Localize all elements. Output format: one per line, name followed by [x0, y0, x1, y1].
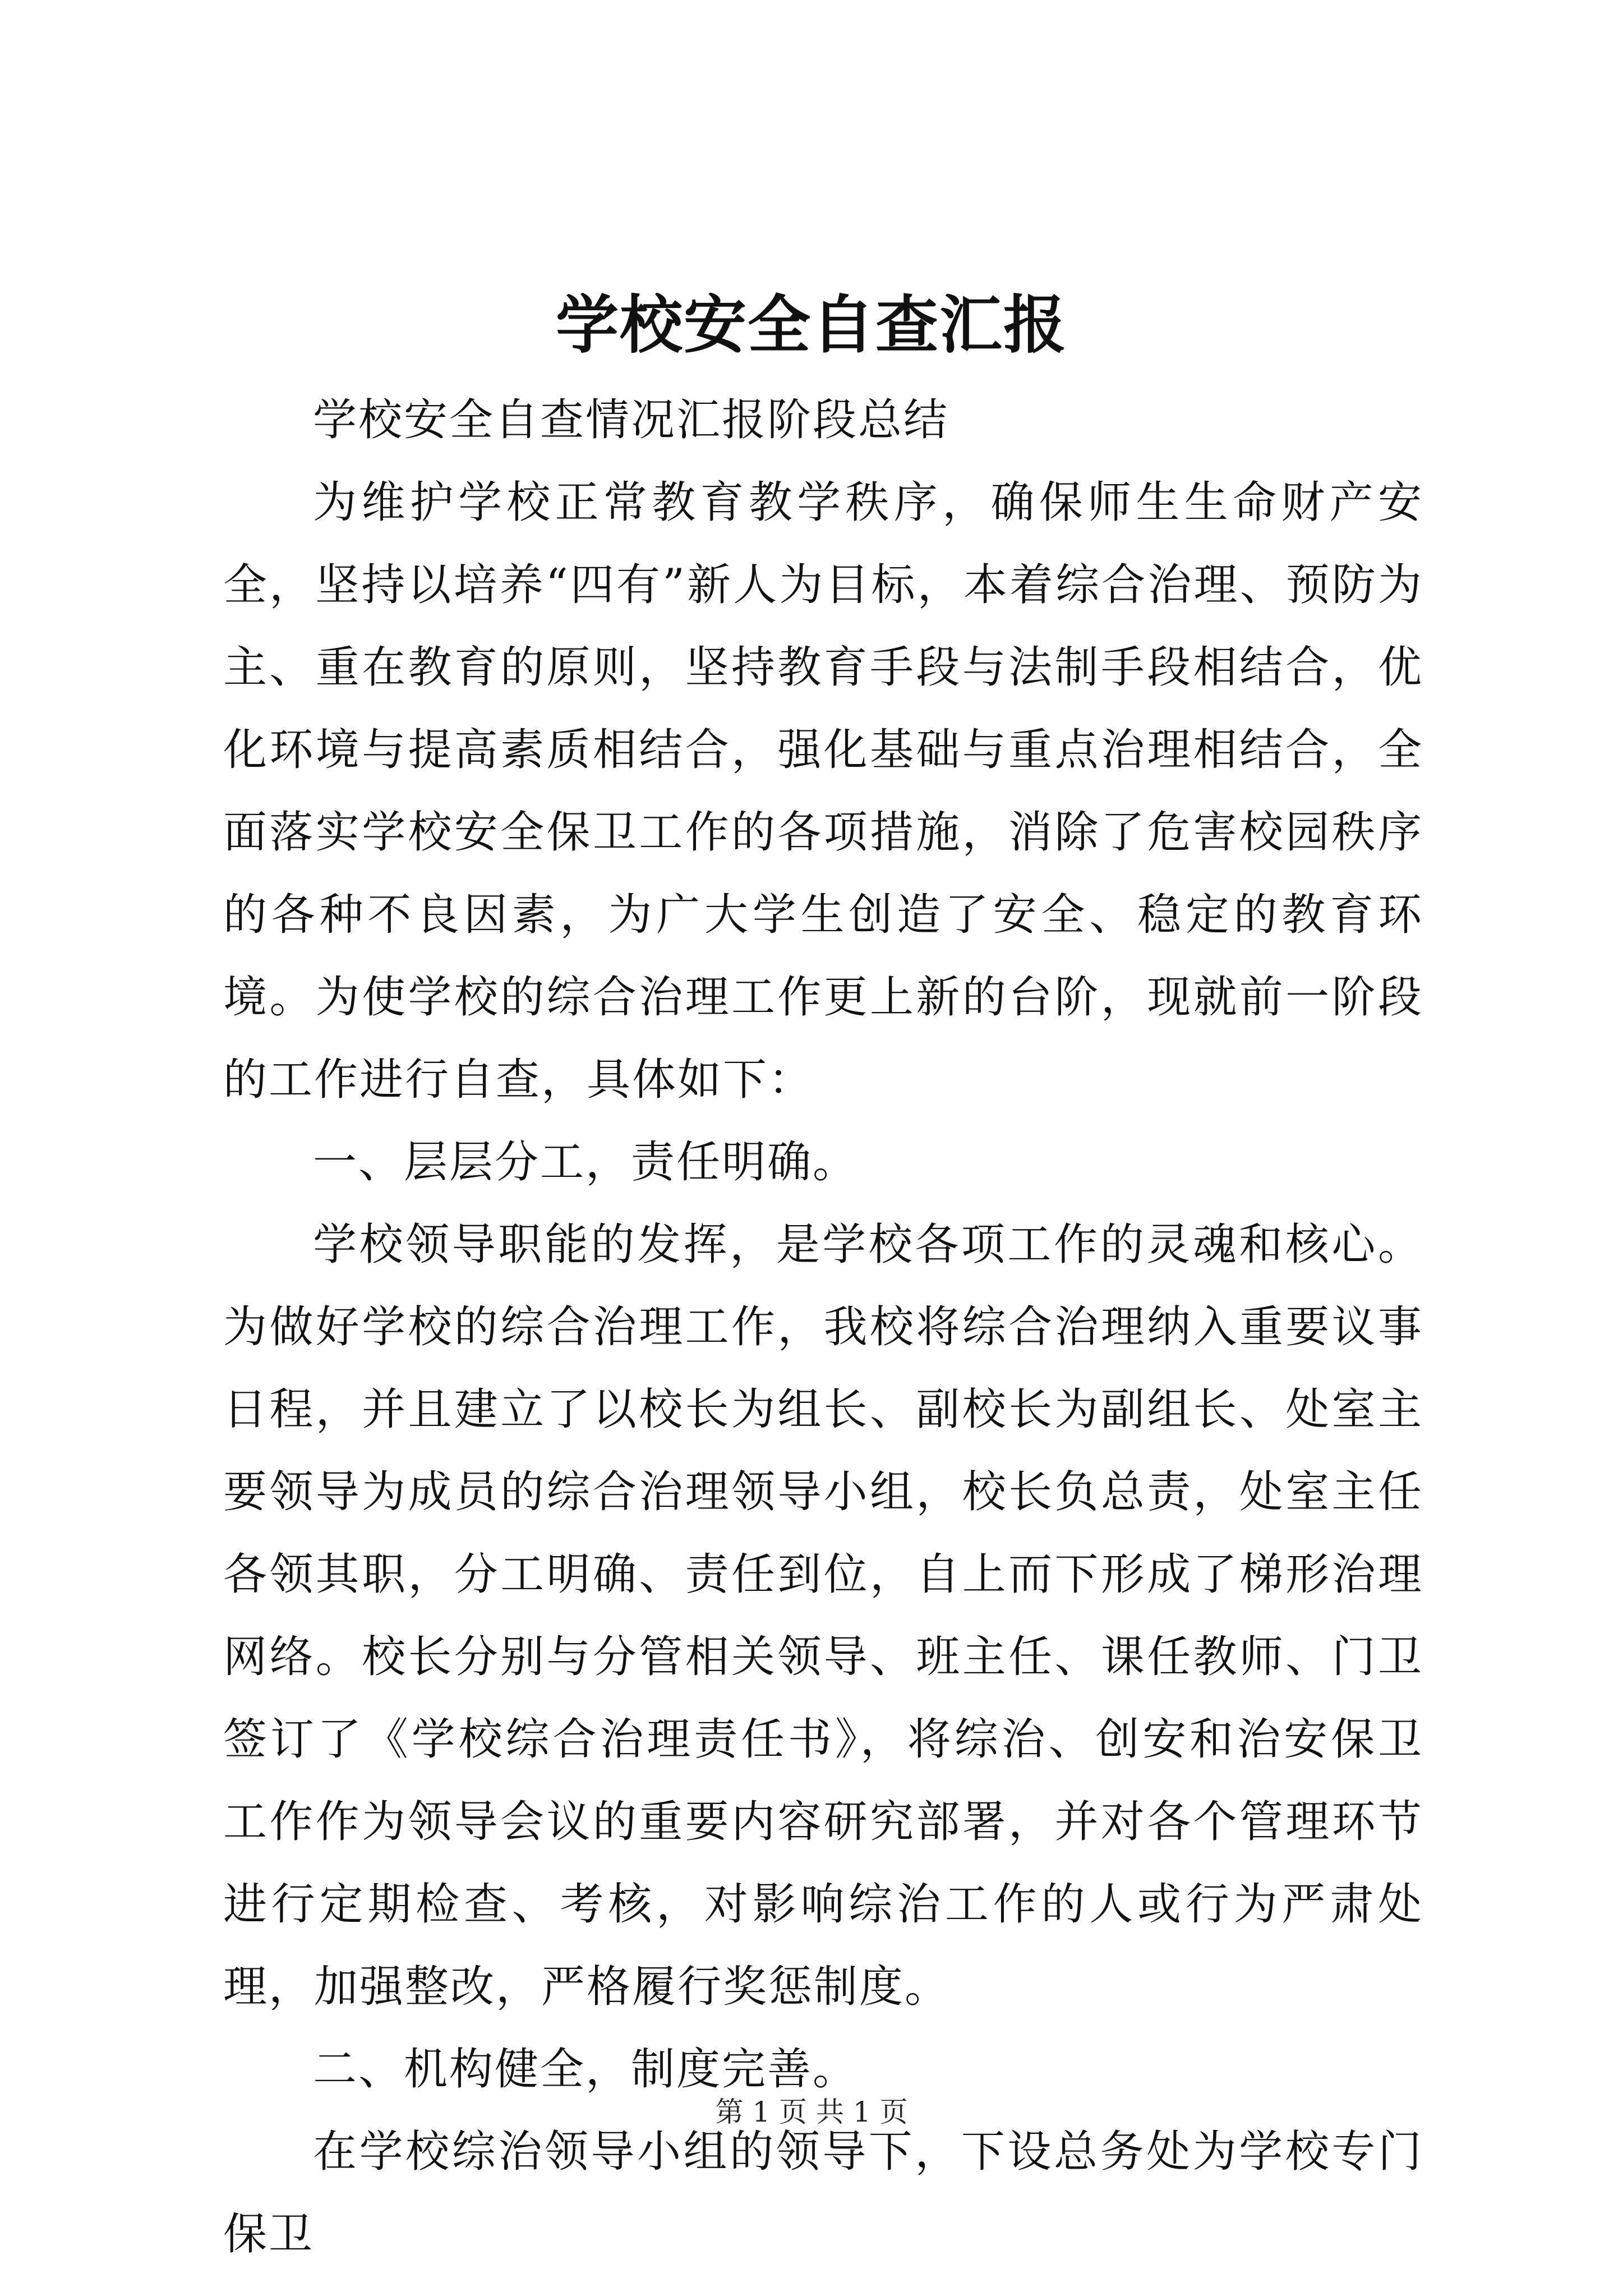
document-title: 学校安全自查汇报 — [556, 288, 1067, 362]
section-heading-1: 一、层层分工，责任明确。 — [313, 1137, 859, 1188]
section-heading-2: 二、机构健全，制度完善。 — [313, 2044, 859, 2095]
section-2-paragraph: 在学校综治领导小组的领导下，下设总务处为学校专门保卫 — [223, 2127, 1423, 2260]
section-1-paragraph: 学校领导职能的发挥，是学校各项工作的灵魂和核心。为做好学校的综合治理工作，我校将综合治理纳入重要议事日程，并且建立了以校长为组长、副校长为副组长、处室主要领导为成员的综合治理领导小组，校长负总责，处室主任各领其职，分工明确、责任到位，自上而下形成了梯形治理网络。校长分别与分管相关领导、班主任、课任教师、门卫签订了《学校综合治理责任书》，将综治、创安和治安保卫工作作为领导会议的重要内容研究部署，并对各个管理环节进行定期检查、考核，对影响综治工作的人或行为严肃处理，加强整改，严格履行奖惩制度。 — [223, 1220, 1423, 2012]
page-footer: 第 1 页 共 1 页 — [715, 2096, 908, 2128]
subtitle-paragraph: 学校安全自查情况汇报阶段总结 — [313, 395, 949, 445]
document-body — [223, 379, 1423, 2276]
intro-paragraph: 为维护学校正常教育教学秩序，确保师生生命财产安全，坚持以培养“四有”新人为目标，本着综合治理、预防为主、重在教育的原则，坚持教育手段与法制手段相结合，优化环境与提高素质相结合，强化基础与重点治理相结合，全面落实学校安全保卫工作的各项措施，消除了危害校园秩序的各种不良因素，为广大学生创造了安全、稳定的教育环境。为使学校的综合治理工作更上新的台阶，现就前一阶段的工作进行自查，具体如下： — [223, 477, 1423, 1105]
